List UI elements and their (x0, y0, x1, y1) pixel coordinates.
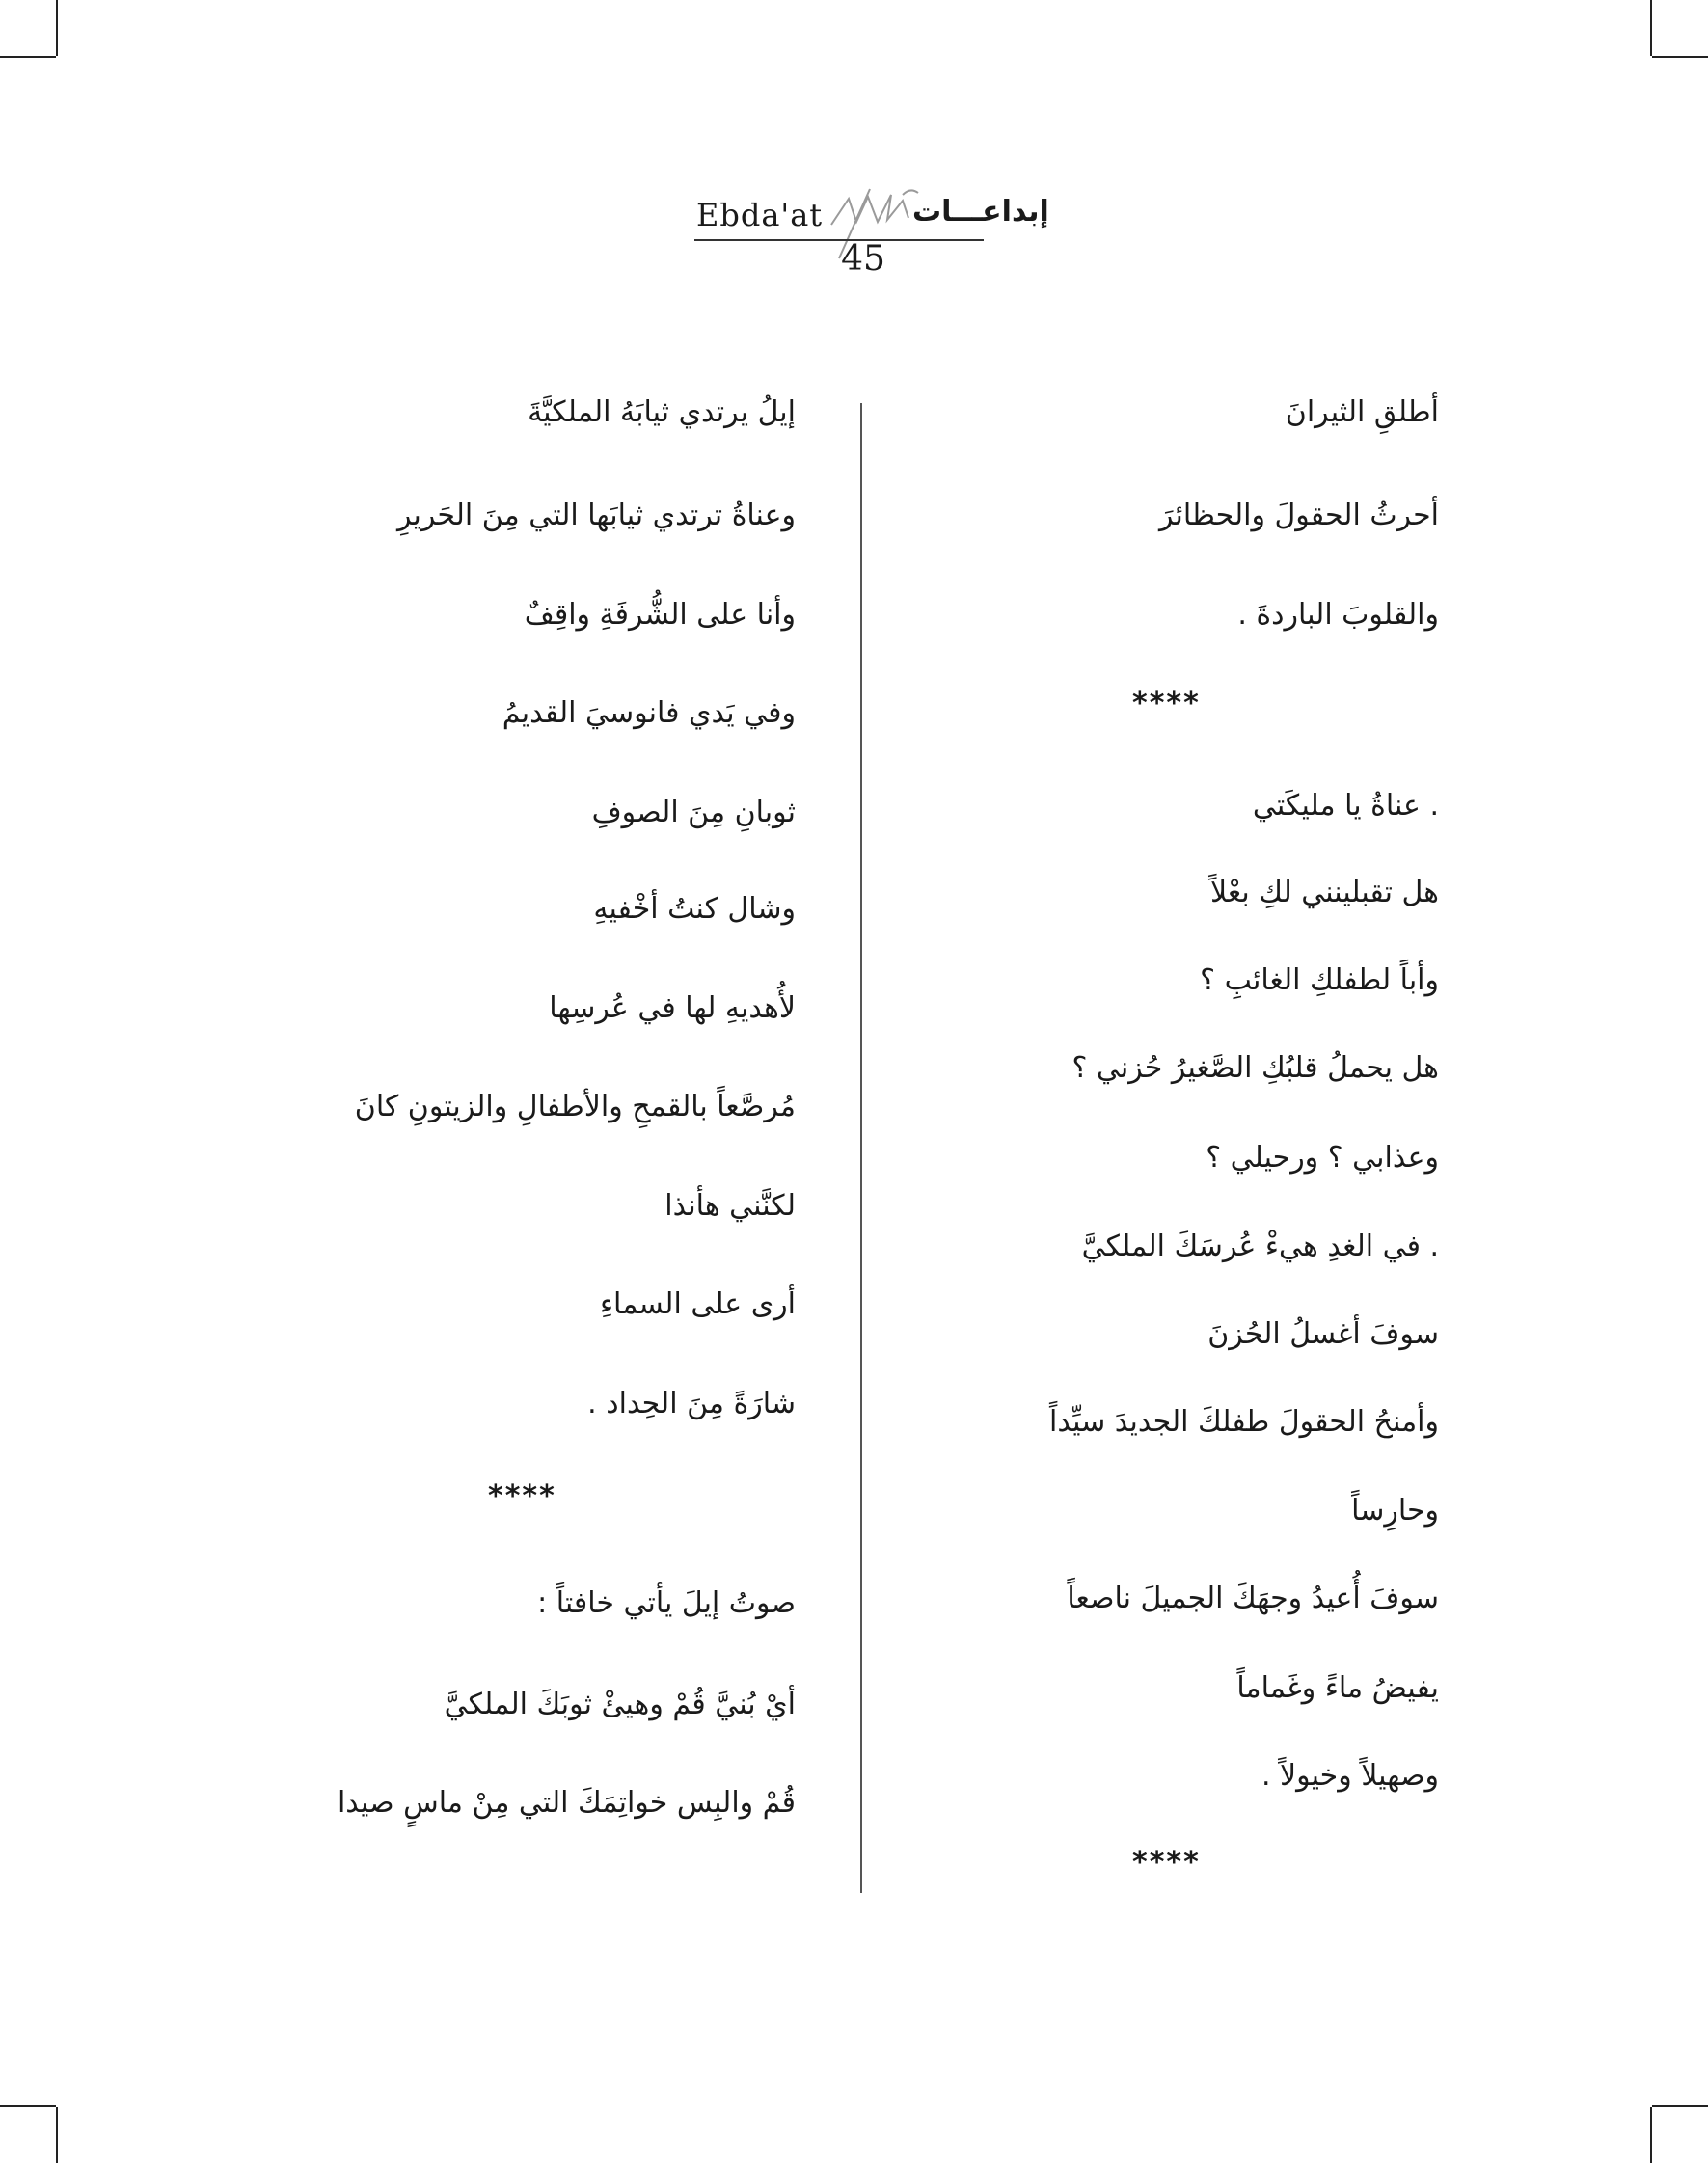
poem-line: وحارِساً (1351, 1494, 1439, 1528)
poem-line: يفيضُ ماءً وغَماماً (1236, 1671, 1439, 1705)
page-header (675, 172, 1051, 278)
poem-line: هل يحملُ قلبُكِ الصَّغيرُ حُزني ؟ (1071, 1051, 1439, 1085)
poem-line: . في الغدِ هيءْ عُرسَكَ الملكيَّ (1081, 1230, 1439, 1263)
poem-line: وعذابي ؟ ورحيلي ؟ (1206, 1141, 1439, 1175)
arabic-title: إبداعـــات (912, 195, 1049, 229)
poem-line: إيلُ يرتدي ثيابَهُ الملكيَّةَ (528, 395, 796, 429)
crop-mark (0, 56, 56, 58)
poem-line: أطلقِ الثيرانَ (1285, 395, 1439, 429)
section-separator: **** (1132, 687, 1201, 720)
poem-line: شارَةً مِنَ الحِداد . (587, 1387, 796, 1420)
poem-line: وأباً لطفلكِ الغائبِ ؟ (1200, 963, 1439, 997)
poem-line: أيْ بُنيَّ قُمْ وهيئْ ثوبَكَ الملكيَّ (444, 1688, 796, 1721)
page-number: 45 (841, 239, 885, 279)
column-divider (860, 403, 862, 1893)
poem-line: والقلوبَ الباردةَ . (1237, 598, 1439, 632)
poem-line: وفي يَدي فانوسيَ القديمُ (502, 696, 796, 730)
poem-line: سوفَ أُعيدُ وجهَكَ الجميلَ ناصعاً (1067, 1582, 1439, 1615)
crop-mark (1652, 56, 1708, 58)
crop-mark (1650, 0, 1652, 56)
poem-line: لكنَّني هأنذا (664, 1189, 796, 1223)
poem-line: وأنا على الشُّرفَةِ واقِفٌ (524, 598, 796, 632)
crop-mark (1650, 2107, 1652, 2163)
poem-line: هل تقبلينني لكِ بعْلاً (1210, 876, 1439, 909)
poem-line: أحرثُ الحقولَ والحظائرَ (1158, 499, 1439, 532)
section-separator: **** (488, 1479, 556, 1513)
poem-line: وشال كنتُ أخْفيهِ (593, 892, 796, 926)
latin-title: Ebda'at (696, 197, 824, 233)
crop-mark (56, 2107, 58, 2163)
poem-line: مُرصَّعاً بالقمحِ والأطفالِ والزيتونِ كانَ (354, 1090, 796, 1123)
poem-line: سوفَ أغسلُ الحُزنَ (1207, 1317, 1439, 1351)
crop-mark (56, 0, 58, 56)
poem-line: لأُهديهِ لها في عُرسِها (549, 991, 796, 1025)
poem-line: وأمنحُ الحقولَ طفلكَ الجديدَ سيِّداً (1049, 1405, 1439, 1439)
crop-mark (0, 2105, 56, 2107)
poem-line: وصهيلاً وخيولاً . (1261, 1759, 1439, 1793)
poem-line: ثوبانِ مِنَ الصوفِ (591, 796, 796, 829)
section-separator: **** (1132, 1846, 1201, 1879)
poem-line: قُمْ والبِس خواتِمَكَ التي مِنْ ماسٍ صيدا (337, 1786, 796, 1820)
poem-line: أرى على السماءِ (599, 1287, 796, 1321)
crop-mark (1652, 2105, 1708, 2107)
poem-line: وعناةُ ترتدي ثيابَها التي مِنَ الحَريرِ (396, 499, 796, 532)
poem-line: . عناةُ يا مليكَتي (1252, 789, 1439, 823)
poem-line: صوتُ إيلَ يأتي خافتاً : (537, 1586, 796, 1620)
